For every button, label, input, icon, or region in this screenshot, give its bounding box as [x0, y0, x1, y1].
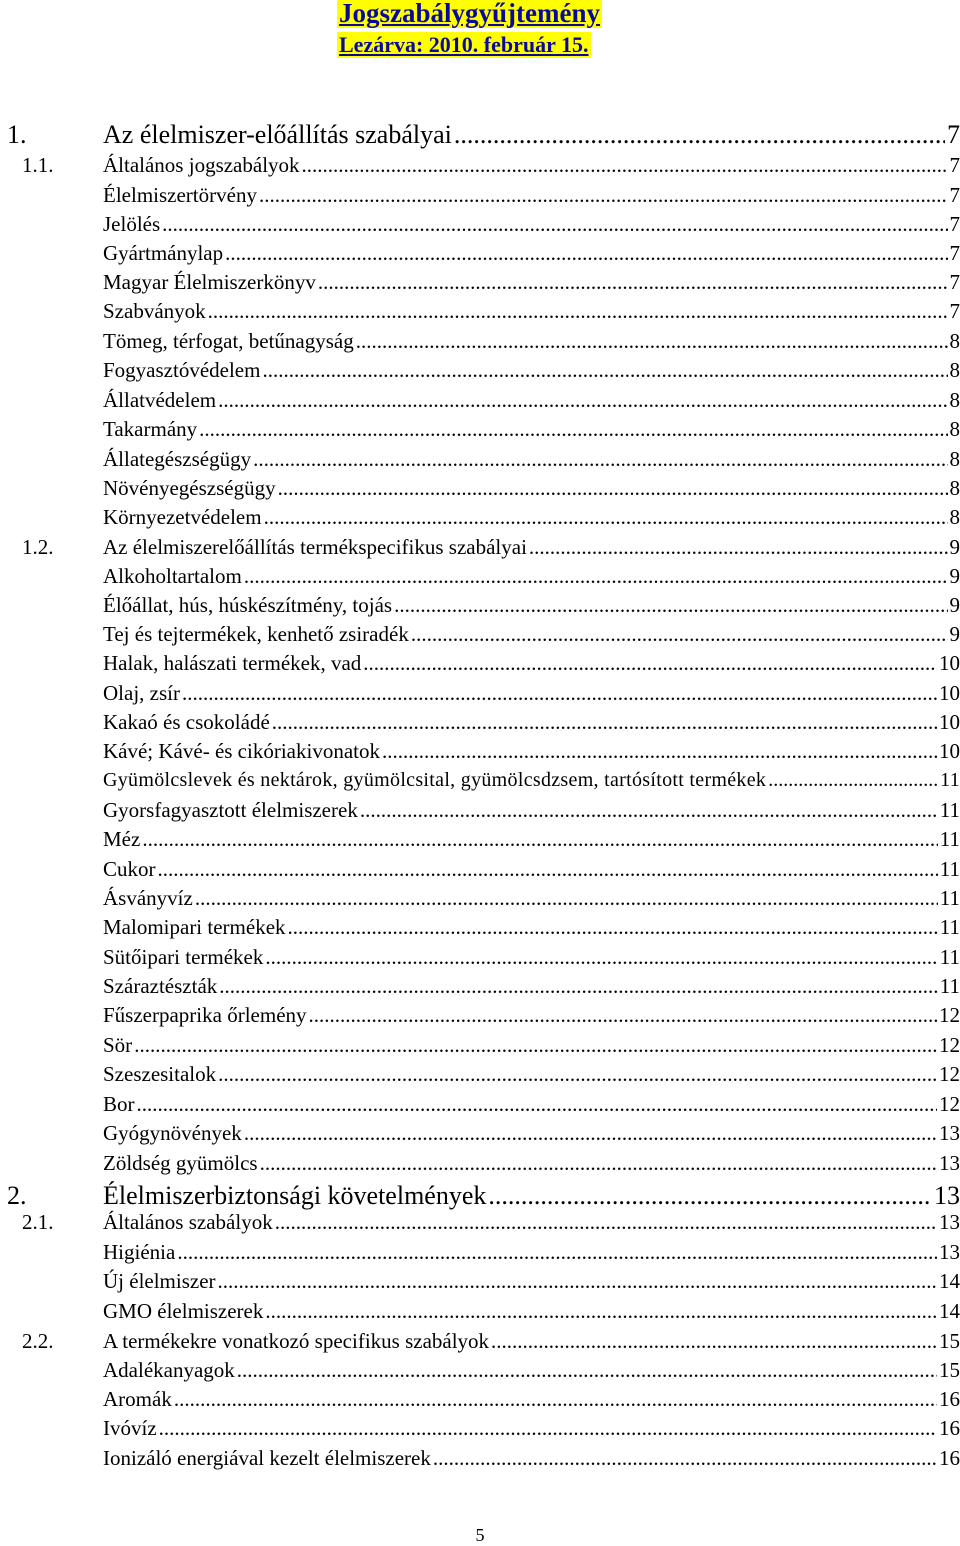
toc-entry-label: Takarmány	[103, 417, 198, 441]
toc-entry-page: 12	[939, 1033, 960, 1057]
toc-entry-page: 16	[939, 1387, 960, 1411]
toc-entry-label: Halak, halászati termékek, vad	[103, 651, 362, 675]
toc-entry-label: Adalékanyagok	[103, 1358, 235, 1382]
toc-entry-label: Bor	[103, 1092, 135, 1116]
toc-leader-dots	[208, 299, 948, 324]
toc-entry[interactable]	[0, 358, 960, 386]
toc-leader-dots	[142, 827, 937, 852]
toc-entry[interactable]	[0, 827, 960, 855]
toc-entry-page: 10	[939, 681, 960, 705]
toc-entry-label: Ionizáló energiával kezelt élelmiszerek	[103, 1446, 431, 1470]
toc-entry[interactable]	[0, 593, 960, 621]
toc-leader-dots	[278, 476, 948, 501]
toc-entry-label: Higiénia	[103, 1240, 176, 1264]
toc-entry-label: Új élelmiszer	[103, 1269, 216, 1293]
toc-leader-dots	[225, 241, 947, 266]
toc-leader-dots	[488, 1181, 932, 1211]
toc-entry-page: 7	[947, 120, 960, 149]
toc-entry[interactable]	[0, 886, 960, 914]
toc-entry[interactable]	[0, 564, 960, 592]
toc-entry[interactable]	[0, 1446, 960, 1474]
toc-entry-label: Élelmiszerbiztonsági követelmények	[103, 1181, 487, 1210]
toc-entry-label: Alkoholtartalom	[103, 564, 242, 588]
toc-entry[interactable]	[0, 241, 960, 269]
toc-entry-label: Aromák	[103, 1387, 172, 1411]
toc-leader-dots	[260, 1151, 937, 1176]
toc-entry-label: Gyümölcslevek és nektárok, gyümölcsital, gyümölcsdzsem, tartósított termékek	[103, 769, 767, 791]
toc-entry-label: Az élelmiszerelőállítás termékspecifikus szabályai	[103, 535, 527, 559]
toc-entry[interactable]	[0, 476, 960, 504]
toc-entry[interactable]	[0, 710, 960, 738]
toc-entry-page: 15	[939, 1358, 960, 1382]
toc-entry-page: 8	[949, 329, 960, 353]
toc-entry-page: 10	[939, 710, 960, 734]
toc-entry-label: Általános jogszabályok	[103, 153, 300, 177]
toc-entry-page: 7	[949, 183, 960, 207]
toc-entry-page: 8	[949, 417, 960, 441]
toc-entry-label: Környezetvédelem	[103, 505, 262, 529]
toc-entry-page: 8	[949, 476, 960, 500]
toc-entry-page: 11	[939, 798, 960, 822]
toc-entry[interactable]	[0, 212, 960, 240]
toc-entry[interactable]	[0, 945, 960, 973]
toc-entry-page: 10	[939, 739, 960, 763]
toc-entry-number: 2.2.	[22, 1329, 54, 1353]
toc-entry[interactable]	[0, 535, 960, 563]
toc-entry-page: 16	[939, 1416, 960, 1440]
document-title: Jogszabálygyűjtemény	[339, 0, 600, 28]
toc-entry-label: Gyártmánylap	[103, 241, 224, 265]
toc-entry-page: 7	[949, 241, 960, 265]
toc-entry-label: Fűszerpaprika őrlemény	[103, 1003, 307, 1027]
toc-leader-dots	[318, 270, 948, 295]
toc-entry[interactable]	[0, 120, 960, 148]
toc-entry[interactable]	[0, 1181, 960, 1209]
toc-entry-label: Zöldség gyümölcs	[103, 1151, 258, 1175]
toc-entry-label: A termékekre vonatkozó specifikus szabályok	[103, 1329, 490, 1353]
toc-entry-label: Szeszesitalok	[103, 1062, 217, 1086]
toc-entry-label: Sör	[103, 1033, 133, 1057]
toc-entry-page: 12	[939, 1003, 960, 1027]
toc-entry-page: 12	[939, 1062, 960, 1086]
toc-entry[interactable]	[0, 299, 960, 327]
toc-entry[interactable]	[0, 651, 960, 679]
toc-entry-page: 8	[949, 447, 960, 471]
toc-entry-number: 2.1.	[22, 1210, 54, 1234]
toc-entry[interactable]	[0, 1387, 960, 1415]
toc-entry[interactable]	[0, 417, 960, 445]
toc-leader-dots	[433, 1446, 937, 1471]
toc-entry-page: 8	[949, 358, 960, 382]
toc-leader-dots	[262, 358, 947, 383]
toc-entry[interactable]	[0, 1092, 960, 1120]
toc-leader-dots	[259, 183, 948, 208]
toc-entry[interactable]	[0, 183, 960, 211]
toc-entry[interactable]	[0, 857, 960, 885]
toc-entry-page: 11	[940, 769, 960, 791]
toc-entry-label: Jelölés	[103, 212, 161, 236]
toc-entry-label: Magyar Élelmiszerkönyv	[103, 270, 316, 294]
toc-entry-label: Tömeg, térfogat, betűnagyság	[103, 329, 354, 353]
toc-entry-label: Sütőipari termékek	[103, 945, 264, 969]
toc-entry-label: Fogyasztóvédelem	[103, 358, 261, 382]
toc-leader-dots	[265, 1299, 937, 1324]
toc-entry-page: 10	[939, 651, 960, 675]
document-subtitle: Lezárva: 2010. február 15.	[339, 32, 589, 57]
toc-entry[interactable]	[0, 1062, 960, 1090]
toc-entry-label: Olaj, zsír	[103, 681, 180, 705]
toc-entry[interactable]	[0, 915, 960, 943]
toc-entry-page: 13	[939, 1121, 960, 1145]
toc-entry-page: 8	[949, 388, 960, 412]
toc-entry-label: GMO élelmiszerek	[103, 1299, 264, 1323]
toc-leader-dots	[529, 535, 948, 560]
toc-leader-dots	[162, 212, 947, 237]
toc-leader-dots	[195, 886, 938, 911]
toc-entry-page: 11	[939, 915, 960, 939]
toc-leader-dots	[218, 388, 947, 413]
toc-entry[interactable]	[0, 1151, 960, 1179]
toc-entry-page: 11	[939, 945, 960, 969]
toc-entry[interactable]	[0, 329, 960, 357]
toc-entry-label: Állategészségügy	[103, 447, 252, 471]
toc-leader-dots	[137, 1092, 938, 1117]
toc-entry[interactable]	[0, 1240, 960, 1268]
toc-entry-page: 7	[949, 270, 960, 294]
toc-leader-dots	[244, 1121, 937, 1146]
toc-entry-number: 2.	[7, 1181, 27, 1210]
toc-entry-label: Tej és tejtermékek, kenhető zsiradék	[103, 622, 409, 646]
toc-entry-page: 9	[949, 564, 960, 588]
toc-entry-label: Általános szabályok	[103, 1210, 273, 1234]
toc-leader-dots	[159, 1416, 937, 1441]
toc-entry-label: Gyógynövények	[103, 1121, 242, 1145]
toc-leader-dots	[491, 1329, 937, 1354]
toc-entry-page: 9	[949, 593, 960, 617]
toc-leader-dots	[768, 769, 938, 792]
toc-entry[interactable]	[0, 1210, 960, 1238]
toc-entry-label: Növényegészségügy	[103, 476, 276, 500]
toc-entry-page: 7	[949, 299, 960, 323]
toc-leader-dots	[394, 593, 947, 618]
toc-entry-label: Méz	[103, 827, 141, 851]
toc-leader-dots	[219, 974, 938, 999]
toc-entry[interactable]	[0, 270, 960, 298]
toc-leader-dots	[237, 1358, 937, 1383]
toc-leader-dots	[411, 622, 948, 647]
toc-entry-label: Az élelmiszer-előállítás szabályai	[103, 120, 452, 149]
toc-entry-page: 9	[949, 535, 960, 559]
toc-leader-dots	[174, 1387, 937, 1412]
toc-entry[interactable]	[0, 1033, 960, 1061]
toc-leader-dots	[265, 945, 937, 970]
toc-entry-label: Szabványok	[103, 299, 206, 323]
toc-entry-page: 13	[934, 1181, 960, 1210]
toc-entry[interactable]	[0, 1358, 960, 1386]
toc-entry-page: 16	[939, 1446, 960, 1470]
toc-entry-page: 11	[939, 886, 960, 910]
toc-entry[interactable]	[0, 447, 960, 475]
toc-leader-dots	[199, 417, 947, 442]
toc-entry-page: 11	[939, 857, 960, 881]
toc-entry-page: 14	[939, 1299, 960, 1323]
toc-entry-page: 11	[939, 827, 960, 851]
toc-entry-page: 13	[939, 1210, 960, 1234]
toc-entry[interactable]	[0, 1003, 960, 1031]
toc-entry-number: 1.2.	[22, 535, 54, 559]
toc-leader-dots	[454, 120, 945, 150]
toc-leader-dots	[177, 1240, 937, 1265]
toc-leader-dots	[309, 1003, 937, 1028]
page-number: 5	[475, 1525, 485, 1545]
toc-entry-label: Ivóvíz	[103, 1416, 157, 1440]
toc-entry-page: 8	[949, 505, 960, 529]
toc-leader-dots	[302, 153, 948, 178]
toc-entry[interactable]	[0, 153, 960, 181]
toc-entry-label: Élőállat, hús, húskészítmény, tojás	[103, 593, 393, 617]
toc-entry[interactable]	[0, 974, 960, 1002]
toc-entry[interactable]	[0, 388, 960, 416]
toc-entry[interactable]	[0, 505, 960, 533]
toc-entry[interactable]	[0, 739, 960, 767]
toc-leader-dots	[363, 651, 937, 676]
toc-entry-page: 15	[939, 1329, 960, 1353]
toc-leader-dots	[356, 329, 948, 354]
toc-leader-dots	[244, 564, 948, 589]
toc-entry[interactable]	[0, 1299, 960, 1327]
toc-leader-dots	[288, 915, 938, 940]
toc-entry[interactable]	[0, 1121, 960, 1149]
toc-entry[interactable]	[0, 1329, 960, 1357]
toc-leader-dots	[264, 505, 948, 530]
toc-leader-dots	[253, 447, 947, 472]
toc-entry-label: Állatvédelem	[103, 388, 217, 412]
toc-entry-page: 7	[949, 212, 960, 236]
toc-entry-label: Száraztészták	[103, 974, 218, 998]
toc-leader-dots	[158, 857, 938, 882]
toc-entry-number: 1.1.	[22, 153, 54, 177]
toc-leader-dots	[134, 1033, 937, 1058]
toc-entry-label: Gyorsfagyasztott élelmiszerek	[103, 798, 358, 822]
toc-leader-dots	[182, 681, 937, 706]
toc-entry-page: 13	[939, 1151, 960, 1175]
toc-leader-dots	[275, 1210, 937, 1235]
toc-entry-number: 1.	[7, 120, 27, 149]
toc-entry-label: Kakaó és csokoládé	[103, 710, 270, 734]
toc-entry-page: 13	[939, 1240, 960, 1264]
toc-entry-label: Kávé; Kávé- és cikóriakivonatok	[103, 739, 380, 763]
toc-entry-page: 12	[939, 1092, 960, 1116]
toc-entry[interactable]	[0, 769, 960, 797]
toc-entry[interactable]	[0, 798, 960, 826]
toc-entry[interactable]	[0, 681, 960, 709]
toc-entry-label: Malomipari termékek	[103, 915, 286, 939]
toc-leader-dots	[272, 710, 937, 735]
toc-entry[interactable]	[0, 1269, 960, 1297]
toc-entry[interactable]	[0, 1416, 960, 1444]
toc-entry-label: Élelmiszertörvény	[103, 183, 257, 207]
toc-entry-page: 11	[939, 974, 960, 998]
toc-entry-page: 9	[949, 622, 960, 646]
toc-entry-page: 7	[949, 153, 960, 177]
toc-leader-dots	[218, 1062, 937, 1087]
toc-leader-dots	[382, 739, 937, 764]
toc-entry[interactable]	[0, 622, 960, 650]
toc-entry-label: Cukor	[103, 857, 156, 881]
toc-entry-page: 14	[939, 1269, 960, 1293]
toc-leader-dots	[360, 798, 938, 823]
toc-entry-label: Ásványvíz	[103, 886, 193, 910]
toc-leader-dots	[218, 1269, 937, 1294]
